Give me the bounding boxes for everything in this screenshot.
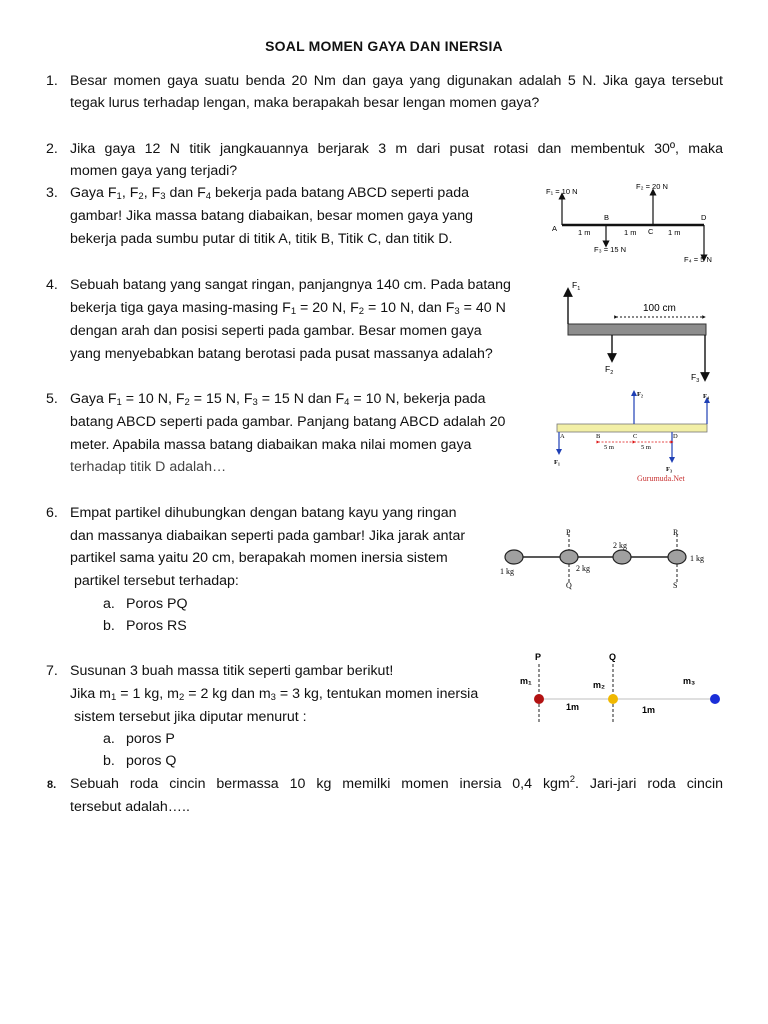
question-7-line-3: sistem tersebut jika diputar menurut : [74,709,307,725]
question-2-line-2: momen gaya yang terjadi? [70,163,238,179]
question-5-line-2: batang ABCD seperti pada gambar. Panjang batang ABCD adalah 20 [70,414,506,430]
question-1-line-2: tegak lurus terhadap lengan, maka berapakah besar lengan momen gaya? [70,95,540,111]
mass-label-3: 2 kg [613,541,627,550]
label-f1: $F_1$ [572,280,581,292]
label-f3: $F_3$ [691,372,700,382]
label-f3: F₃ [666,466,672,473]
distance-q-m3: 1m [642,705,656,715]
label-b: B [596,433,601,440]
label-c: C [633,433,638,440]
question-2-line-1: Jika gaya 12 N titik jangkauannya berjarak 3 m dari pusat rotasi dan membentuk 30º, maka [70,141,723,157]
mass-label-4: 1 kg [690,554,704,563]
question-3-line-2: gambar! Jika massa batang diabaikan, besar momen gaya yang [70,208,473,224]
watermark: Gurumuda.Net [637,474,685,483]
label-d: D [673,433,678,440]
question-8-line-2: tersebut adalah….. [70,799,190,815]
question-7-option-a: poros P [126,731,175,747]
question-3-line-1: Gaya $F_1$, $F_2$, $F_3$ dan $F_4$ bekerja pada batang ABCD seperti pada [70,185,469,202]
question-7-option-a-letter: a. [103,731,115,747]
distance-pq: 1m [566,702,580,712]
figure-5-beam-diagram [551,388,717,488]
beam [557,424,707,432]
label-q: Q [566,581,572,590]
question-7-option-b: poros Q [126,753,177,769]
question-2-number: 2. [46,141,58,157]
question-6-line-3: partikel sama yaitu 20 cm, berapakah momen inersia sistem [70,550,448,566]
figure-3-beam-diagram [540,176,726,268]
label-f1: F₁ [554,459,560,466]
label-f1: F₁ = 10 N [546,187,578,196]
label-a: A [560,433,565,440]
distance-bc: 1 m [624,228,637,237]
question-6-line-2: dan massanya diabaikan seperti pada gambar! Jika jarak antar [70,528,466,544]
question-4-line-4: yang menyebabkan batang berotasi pada pusat massanya adalah? [70,346,493,362]
distance-bc: 5 m [604,444,614,451]
question-4-line-3: dengan arah dan posisi seperti pada gambar. Besar momen gaya [70,323,482,339]
page-title: SOAL MOMEN GAYA DAN INERSIA [265,38,503,54]
label-q: Q [609,652,617,662]
question-6-option-a: Poros PQ [126,596,188,612]
question-7-option-b-letter: b. [103,753,115,769]
question-7-line-2: Jika $m_1 = 1$ kg, $m_2 = 2$ kg dan $m_3 = 3$ kg, tentukan momen inersia [70,686,479,703]
label-p: P [535,652,542,662]
label-d: D [701,213,707,222]
question-4-line-1: Sebuah batang yang sangat ringan, panjangnya 140 cm. Pada batang [70,277,511,293]
question-6-number: 6. [46,505,58,521]
label-f2: F₂ = 20 N [636,182,668,191]
label-r: R [673,528,679,537]
question-6-option-b: Poros RS [126,618,187,634]
label-f2: F₂ [637,391,643,398]
label-m3: m₃ [683,676,696,686]
mass-m2 [608,694,618,704]
mass-m3 [710,694,720,704]
question-5-line-1: Gaya $F_1 = 10$ N, $F_2 = 15$ N, $F_3 = 15$ N dan $F_4 = 10$ N, bekerja pada [70,391,486,408]
question-6-line-1: Empat partikel dihubungkan dengan batang kayu yang ringan [70,505,457,521]
label-m2: m₂ [593,680,606,690]
label-s: S [673,581,678,590]
question-5-line-3: meter. Apabila massa batang diabaikan maka nilai momen gaya [70,437,472,453]
label-a: A [552,224,558,233]
question-5-number: 5. [46,391,58,407]
question-8-number: 8. [47,779,57,791]
question-6-option-b-letter: b. [103,618,115,634]
question-7-number: 7. [46,663,58,679]
particle-2 [560,550,578,564]
figure-6-particles-diagram [496,524,718,592]
distance-ab: 1 m [578,228,591,237]
mass-label-2: 2 kg [576,564,590,573]
particle-3 [613,550,631,564]
label-f3: F₃ = 15 N [594,245,627,254]
question-4-number: 4. [46,277,58,293]
question-3-number: 3. [46,185,58,201]
label-m1: m₁ [520,676,532,686]
question-4-line-2: bekerja tiga gaya masing-masing $F_1 = 20$ N, $F_2 = 10$ N, dan $F_3 = 40$ N [70,300,506,317]
question-3-line-3: bekerja pada sumbu putar di titik A, titik B, Titik C, dan titik D. [70,231,453,247]
question-6-option-a-letter: a. [103,596,115,612]
question-8-line-1: Sebuah roda cincin bermassa 10 kg memilki momen inersia 0,4 kgm$^2$. Jari-jari roda cincin [70,774,723,792]
label-f2: $F_2$ [605,364,614,376]
particle-4 [668,550,686,564]
label-c: C [648,227,654,236]
distance-cd: 5 m [641,444,651,451]
question-5-line-4: terhadap titik D adalah… [70,459,227,475]
label-b: B [604,213,610,222]
distance-cd: 1 m [668,228,681,237]
mass-label-1: 1 kg [500,567,514,576]
question-7-line-1: Susunan 3 buah massa titik seperti gambar berikut! [70,663,394,679]
question-1-number: 1. [46,73,58,89]
length-label: 100 cm [643,303,676,314]
label-f4: F₄ = 5 N [684,255,712,264]
particle-1 [505,550,523,564]
beam [568,324,706,335]
question-1-line-1: Besar momen gaya suatu benda 20 Nm dan gaya yang digunakan adalah 5 N. Jika gaya tersebut [70,73,723,89]
figure-7-mass-diagram [514,646,724,726]
mass-m1 [534,694,544,704]
question-6-line-4: partikel tersebut terhadap: [74,573,239,589]
label-f4: F₄ [703,393,709,400]
label-p: P [566,528,571,537]
figure-4-beam-diagram [562,276,718,382]
